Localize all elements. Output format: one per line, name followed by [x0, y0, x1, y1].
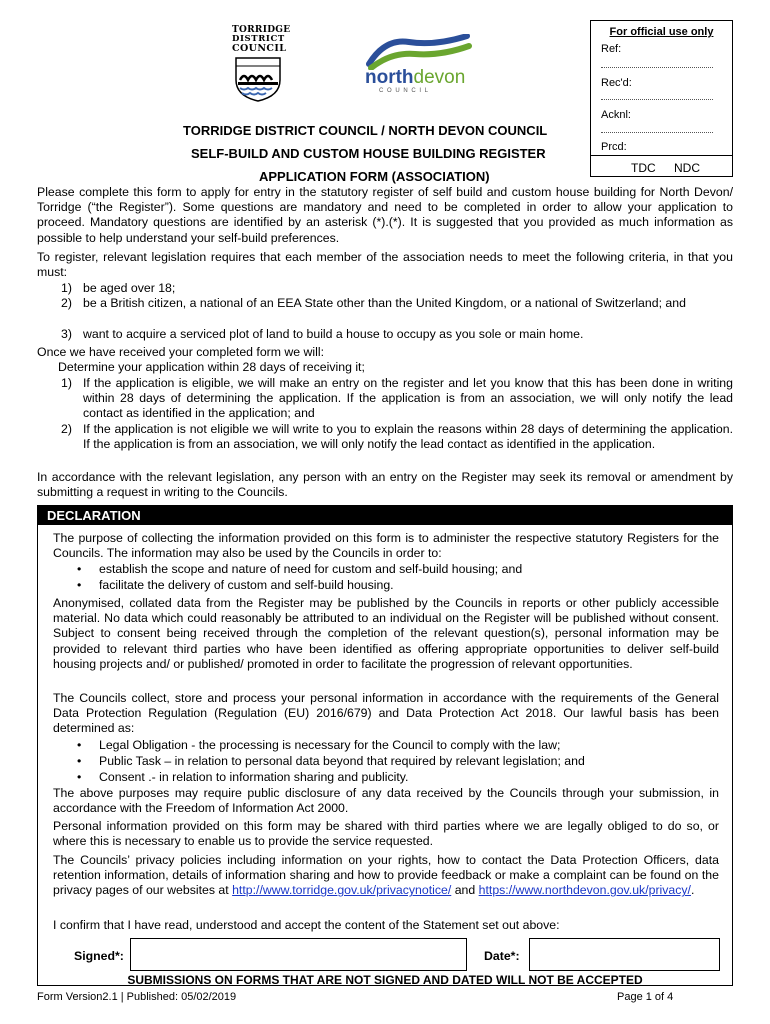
declaration-paragraph-6: [53, 853, 719, 899]
intro-paragraph-2: To register, relevant legislation requires that each member of the association needs to meet the following criteria, in that you must:: [37, 250, 733, 280]
northdevon-privacy-link[interactable]: https://www.northdevon.gov.uk/privacy/: [478, 883, 691, 898]
declaration-paragraph-2: Anonymised, collated data from the Register may be published by the Councils in reports or other publicly accessible material. No data which could reasonably be attributed to an individual on the Register will be published without consent. Subject to consent being received through the completion of the relevant question(s), personal information may be provided to relevant third parties who have been identified as offering appropriate opportunities to deliver self-build housing projects and/ or published/ promoted in order to facilitate the progression of relevant opportunities.: [53, 596, 719, 671]
confirm-statement: I confirm that I have read, understood and accept the content of the Statement set out above:: [53, 918, 560, 932]
criteria-num-1: 1): [61, 281, 72, 295]
official-ndc-label: NDC: [674, 161, 700, 175]
declaration-heading: DECLARATION: [38, 506, 732, 525]
official-acknl-label: Acknl:: [601, 109, 631, 121]
declaration-bullet-3: Legal Obligation - the processing is necessary for the Council to comply with the law;: [99, 738, 561, 752]
official-tdc-label: TDC: [631, 161, 656, 175]
page-title-councils: TORRIDGE DISTRICT COUNCIL / NORTH DEVON COUNCIL: [183, 123, 548, 138]
torridge-logo: [232, 25, 291, 102]
official-prcd-label: Prcd:: [601, 141, 627, 153]
north-devon-hills-icon: [365, 34, 475, 70]
criteria-num-3: 3): [61, 327, 72, 341]
official-recd-label: Rec'd:: [601, 77, 632, 89]
declaration-bullet-icon: •: [77, 770, 82, 784]
declaration-bullet-icon: •: [77, 578, 82, 592]
torridge-logo-line1: TORRIDGE: [232, 25, 291, 35]
intro-paragraph-3: Once we have received your completed form we will:: [37, 345, 325, 359]
official-ref-line: [601, 67, 713, 68]
official-recd-line: [601, 99, 713, 100]
official-use-box: [590, 20, 733, 177]
date-field[interactable]: [529, 938, 720, 971]
declaration-bullet-icon: •: [77, 738, 82, 752]
footer-page-number: Page 1 of 4: [617, 991, 674, 1003]
step-num-1: 1): [61, 376, 72, 390]
intro-paragraph-5: In accordance with the relevant legislation, any person with an entry on the Register may seek its removal or amendment by submitting a request in writing to the Councils.: [37, 470, 733, 500]
date-label: Date*:: [484, 949, 520, 963]
declaration-paragraph-3: The Councils collect, store and process your personal information in accordance with the requirements of the General Data Protection Regulation (Regulation (EU) 2016/679) and Data Protection Act 2018. Our lawful basis has been determined as:: [53, 691, 719, 736]
torridge-shield-icon: [232, 56, 284, 102]
page-title-form: APPLICATION FORM (ASSOCIATION): [259, 169, 490, 184]
declaration-paragraph-1: The purpose of collecting the information provided on this form is to administer the respective statutory Registers for the Councils. The information may also be used by the Councils in order to:: [53, 531, 719, 561]
declaration-bullet-1: establish the scope and nature of need for custom and self-build housing; and: [99, 562, 523, 576]
intro-paragraph-1: Please complete this form to apply for entry in the statutory register of self build and custom house building for North Devon/ Torridge (“the Register”). Some questions are mandatory and need to be completed in order to allow your application to proceed. Mandatory questions are identified by an asterisk (*).(*). It is suggested that you provided as much information as possible to help understand your self-build preferences.: [37, 185, 733, 245]
declaration-paragraph-4: The above purposes may require public disclosure of any data received by the Councils through your submission, in accordance with the Freedom of Information Act 2000.: [53, 786, 719, 816]
official-acknl-line: [601, 132, 713, 133]
privacy-and: and: [454, 883, 476, 898]
privacy-period: .: [690, 883, 695, 898]
criteria-text-1: be aged over 18;: [83, 281, 176, 295]
declaration-bullet-2: facilitate the delivery of custom and self-build housing.: [99, 578, 394, 592]
signed-field[interactable]: [130, 938, 467, 971]
declaration-paragraph-5: Personal information provided on this form may be shared with third parties where we are legally obliged to do so, or where this is necessary to enable us to provide the service requested.: [53, 819, 719, 849]
declaration-bullet-4: Public Task – in relation to personal data beyond that required by relevant legislation; and: [99, 754, 585, 768]
step-text-2: If the application is not eligible we will write to you to explain the reasons within 28 days of determining the application. If the application is from an association, we will only notify the lead contact as identified in the application.: [83, 422, 733, 452]
criteria-text-3: want to acquire a serviced plot of land to build a house to occupy as you sole or main home.: [83, 327, 584, 341]
privacy-text: The Councils’ privacy policies including information on your rights, how to contact the Data Protection Officers, data retention information, details of information sharing and how to provide feedback or make a complaint can be found on the privacy pages of our websites at: [53, 853, 719, 898]
torridge-logo-line3: COUNCIL: [232, 43, 287, 54]
intro-paragraph-4: Determine your application within 28 days of receiving it;: [58, 360, 365, 374]
step-text-1: If the application is eligible, we will make an entry on the register and let you know that this has been done in writing within 28 days of determining the application. If the application is from an association, we will only notify the lead contact as identified in the application; and: [83, 376, 733, 421]
submission-warning: SUBMISSIONS ON FORMS THAT ARE NOT SIGNED AND DATED WILL NOT BE ACCEPTED: [127, 973, 643, 987]
declaration-bullet-icon: •: [77, 754, 82, 768]
declaration-bullet-icon: •: [77, 562, 82, 576]
official-ref-label: Ref:: [601, 43, 622, 55]
torridge-privacy-link[interactable]: http://www.torridge.gov.uk/privacynotice/: [232, 883, 452, 898]
criteria-num-2: 2): [61, 296, 72, 310]
page-title-register: SELF-BUILD AND CUSTOM HOUSE BUILDING REGISTER: [191, 146, 546, 161]
step-num-2: 2): [61, 422, 72, 436]
declaration-bullet-5: Consent .- in relation to information sharing and publicity.: [99, 770, 409, 784]
footer-version: Form Version2.1 | Published: 05/02/2019: [37, 991, 237, 1003]
signed-label: Signed*:: [74, 949, 124, 963]
torridge-logo-line2: DISTRICT: [232, 34, 285, 44]
north-devon-logo-word2: devon: [413, 67, 466, 88]
north-devon-logo: [365, 34, 475, 96]
north-devon-logo-word1: north: [365, 67, 414, 88]
official-use-title: For official use only: [609, 26, 714, 38]
official-prcd-rule: [591, 155, 732, 156]
north-devon-logo-sub: C O U N C I L: [379, 88, 430, 94]
declaration-box: [37, 505, 733, 986]
criteria-text-2: be a British citizen, a national of an EEA State other than the United Kingdom, or a national of Switzerland; and: [83, 296, 686, 310]
